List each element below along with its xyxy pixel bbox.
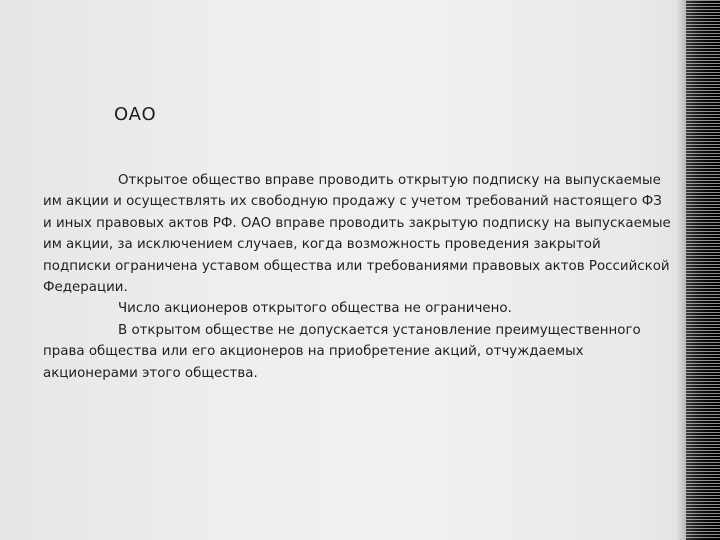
slide-body — [43, 170, 671, 384]
decorative-edge-stripe — [686, 0, 720, 540]
edge-shadow — [676, 0, 686, 540]
paragraph-preemptive-right: В открытом обществе не допускается установление преимущественного права общества или его акционеров на приобретение акций, отчуждаемых акционерами этого общества. — [43, 322, 641, 381]
paragraph-open-subscription: Открытое общество вправе проводить открытую подписку на выпускаемые им акции и осуществлять их свободную продажу с учетом требований настоящего ФЗ и иных правовых актов РФ. ОАО вправе проводить закрытую подписку на выпускаемые им акции, за исключением случаев, когда возможность проведения закрытой подписки ограничена уставом общества или требованиями правовых актов Российской Федерации. — [43, 173, 671, 296]
paragraph-shareholder-count: Число акционеров открытого общества не ограничено. — [118, 301, 512, 317]
slide-title: ОАО — [114, 104, 157, 125]
